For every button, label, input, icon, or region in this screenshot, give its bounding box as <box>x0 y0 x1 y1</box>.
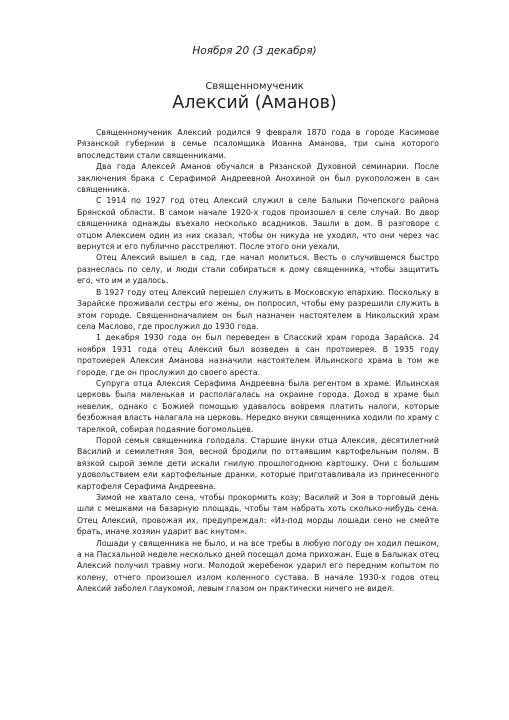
paragraph: Зимой не хватало сена, чтобы прокормить козу; Василий и Зоя в торговый день шли с мешками на базарную площадь, чтобы там набрать хоть сколько-нибудь сена. Отец Алексий, провожая их, предупреждал: «Из-под морды лошади сено не смейте брать, иначе хозяин ударит вас кнутом». <box>77 493 439 537</box>
saint-rank: Священномученик <box>205 81 304 92</box>
feast-date: Ноября 20 (3 декабря) <box>192 45 317 57</box>
paragraph: Два года Алексей Аманов обучался в Рязанской Духовной семинарии. После заключения брака с Серафимой Андреевной Анохиной он был рукоположен в сан священника. <box>77 162 439 195</box>
paragraph: Отец Алексий вышел в сад, где начал молиться. Весть о случившемся быстро разнеслась по селу, и люди стали собираться к дому священника, чтобы защитить его, что им и удалось. <box>77 253 439 286</box>
document-body <box>77 127 439 595</box>
saint-name: Алексий (Аманов) <box>172 93 337 113</box>
paragraph: 1 декабря 1930 года он был переведен в Спасский храм города Зарайска. 24 ноября 1931 года отец Алексий был возведен в сан протоиерея. В 1935 году протоиерея Алексия Аманова назначили настоятелем Ильинского храма в том же городе, где он прослужил до своего ареста. <box>77 333 439 377</box>
paragraph: Лошади у священника не было, и на все требы в любую погоду он ходил пешком, а на Пасхальной неделе несколько дней посещал дома прихожан. Еще в Балыках отец Алексий получил травму ноги. Молодой жеребенок ударил его передним копытом по колену, отчего произошел излом коленного сустава. В начале 1930-х годов отец Алексий заболел глаукомой, левым глазом он практически ничего не видел. <box>77 538 439 594</box>
paragraph: Порой семья священника голодала. Старшие внуки отца Алексия, десятилетний Василий и семилетняя Зоя, весной бродили по оттаявшим картофельным полям. В вязкой сырой земле дети искали гнилую прошлогоднюю картошку. Они с большим удовольствием ели картофельные дранки, которые приготавливала из принесенного картофеля Серафима Андреевна. <box>77 435 439 491</box>
paragraph: С 1914 по 1927 год отец Алексий служил в селе Балыки Почепского района Брянской области. В самом начале 1920-х годов произошел в селе случай. Во двор священника однажды въехало несколько всадников. Зашли в дом. В разговоре с отцом Алексием один из них сказал, чтобы он никуда не уходил, что они через час вернутся и его публично расстреляют. После этого они уехали. <box>77 196 439 252</box>
paragraph: Священномученик Алексий родился 9 февраля 1870 года в городе Касимове Рязанской губернии в семье псаломщика Иоанна Аманова, три сына которого впоследствии стали священниками. <box>77 128 439 160</box>
paragraph: Супруга отца Алексия Серафима Андреевна была регентом в храме. Ильинская церковь была маленькая и располагалась на окраине города. Доход в храме был невелик, однако с Божией помощью удавалось вовремя платить налоги, которые безбожная власть налагала на церковь. Нередко внуки священника ходили по храму с тарелкой, собирая подаяние богомольцев. <box>77 378 439 434</box>
paragraph: В 1927 году отец Алексий перешел служить в Московскую епархию. Поскольку в Зарайске проживали сестры его жены, он попросил, чтобы ему разрешили служить в этом городе. Священноначалием он был назначен настоятелем в Никольский храм села Маслово, где прослужил до 1930 года. <box>77 287 439 331</box>
